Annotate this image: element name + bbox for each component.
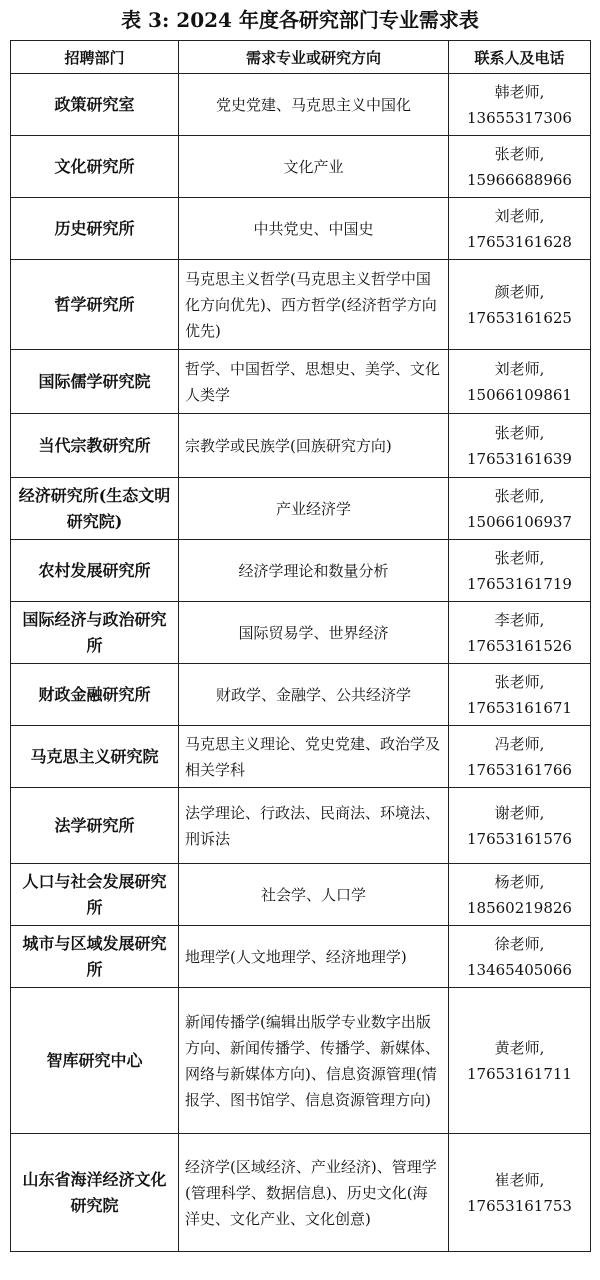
contact-name: 张老师, (494, 423, 545, 442)
department-cell: 国际儒学研究院 (11, 350, 179, 414)
major-cell: 国际贸易学、世界经济 (179, 602, 449, 664)
contact-name: 冯老师, (494, 734, 545, 753)
contact-phone: 17653161639 (467, 449, 572, 468)
department-cell: 人口与社会发展研究所 (11, 864, 179, 926)
contact-cell (449, 414, 591, 478)
contact-name: 刘老师, (494, 206, 545, 225)
table-title: 表 3: 2024 年度各研究部门专业需求表 (121, 8, 479, 32)
contact-name: 黄老师, (494, 1038, 545, 1057)
major-cell: 党史党建、马克思主义中国化 (179, 74, 449, 136)
contact-cell (449, 136, 591, 198)
table-row (11, 788, 591, 864)
department-cell: 历史研究所 (11, 198, 179, 260)
contact-name: 刘老师, (494, 359, 545, 378)
department-cell: 山东省海洋经济文化研究院 (11, 1134, 179, 1252)
major-cell: 社会学、人口学 (179, 864, 449, 926)
contact-cell (449, 74, 591, 136)
contact-phone: 15966688966 (467, 170, 572, 189)
table-row (11, 540, 591, 602)
department-cell: 经济研究所(生态文明研究院) (11, 478, 179, 540)
department-cell: 城市与区域发展研究所 (11, 926, 179, 988)
table-row (11, 926, 591, 988)
department-table (10, 40, 591, 1252)
table-row (11, 260, 591, 350)
contact-phone: 13465405066 (467, 960, 572, 979)
table-row (11, 1134, 591, 1252)
table-row (11, 602, 591, 664)
department-cell: 国际经济与政治研究所 (11, 602, 179, 664)
header-contact: 联系人及电话 (449, 41, 591, 74)
table-row (11, 350, 591, 414)
table-row (11, 414, 591, 478)
contact-phone: 17653161526 (467, 636, 572, 655)
major-cell: 哲学、中国哲学、思想史、美学、文化人类学 (179, 350, 449, 414)
department-cell: 财政金融研究所 (11, 664, 179, 726)
contact-phone: 17653161671 (467, 698, 572, 717)
contact-name: 谢老师, (494, 803, 545, 822)
contact-phone: 17653161625 (467, 308, 572, 327)
major-cell: 中共党史、中国史 (179, 198, 449, 260)
department-cell: 哲学研究所 (11, 260, 179, 350)
department-cell: 文化研究所 (11, 136, 179, 198)
department-cell: 政策研究室 (11, 74, 179, 136)
contact-cell (449, 350, 591, 414)
contact-phone: 17653161711 (467, 1064, 572, 1083)
contact-phone: 13655317306 (467, 108, 572, 127)
major-cell: 产业经济学 (179, 478, 449, 540)
table-row (11, 988, 591, 1134)
contact-name: 崔老师, (494, 1170, 545, 1189)
department-cell: 智库研究中心 (11, 988, 179, 1134)
major-cell: 宗教学或民族学(回族研究方向) (179, 414, 449, 478)
contact-cell (449, 1134, 591, 1252)
contact-phone: 15066106937 (467, 512, 572, 531)
major-cell: 地理学(人文地理学、经济地理学) (179, 926, 449, 988)
contact-cell (449, 788, 591, 864)
contact-name: 杨老师, (494, 872, 545, 891)
header-department: 招聘部门 (11, 41, 179, 74)
contact-cell (449, 540, 591, 602)
major-cell: 经济学(区域经济、产业经济)、管理学(管理科学、数据信息)、历史文化(海洋史、文化产业、文化创意) (179, 1134, 449, 1252)
contact-name: 张老师, (494, 486, 545, 505)
contact-name: 徐老师, (494, 934, 545, 953)
table-row (11, 864, 591, 926)
department-cell: 农村发展研究所 (11, 540, 179, 602)
contact-cell (449, 864, 591, 926)
contact-cell (449, 478, 591, 540)
contact-cell (449, 198, 591, 260)
major-cell: 经济学理论和数量分析 (179, 540, 449, 602)
contact-cell (449, 602, 591, 664)
major-cell: 文化产业 (179, 136, 449, 198)
contact-cell (449, 664, 591, 726)
major-cell: 新闻传播学(编辑出版学专业数字出版方向、新闻传播学、传播学、新媒体、网络与新媒体方向)、信息资源管理(情报学、图书馆学、信息资源管理方向) (179, 988, 449, 1134)
major-cell: 法学理论、行政法、民商法、环境法、刑诉法 (179, 788, 449, 864)
contact-cell (449, 926, 591, 988)
contact-name: 张老师, (494, 144, 545, 163)
contact-name: 张老师, (494, 548, 545, 567)
contact-phone: 17653161628 (467, 232, 572, 251)
contact-phone: 17653161766 (467, 760, 572, 779)
contact-cell (449, 988, 591, 1134)
major-cell: 马克思主义理论、党史党建、政治学及相关学科 (179, 726, 449, 788)
contact-name: 韩老师, (494, 82, 545, 101)
contact-name: 张老师, (494, 672, 545, 691)
contact-name: 李老师, (494, 610, 545, 629)
major-cell: 财政学、金融学、公共经济学 (179, 664, 449, 726)
contact-phone: 17653161753 (467, 1196, 572, 1215)
table-row (11, 198, 591, 260)
contact-phone: 18560219826 (467, 898, 572, 917)
major-cell: 马克思主义哲学(马克思主义哲学中国化方向优先)、西方哲学(经济哲学方向优先) (179, 260, 449, 350)
header-row (11, 41, 591, 74)
contact-name: 颜老师, (494, 282, 545, 301)
header-major: 需求专业或研究方向 (179, 41, 449, 74)
table-row (11, 74, 591, 136)
table-row (11, 136, 591, 198)
contact-phone: 15066109861 (467, 385, 572, 404)
department-cell: 当代宗教研究所 (11, 414, 179, 478)
contact-phone: 17653161719 (467, 574, 572, 593)
table-row (11, 478, 591, 540)
contact-phone: 17653161576 (467, 829, 572, 848)
department-cell: 马克思主义研究院 (11, 726, 179, 788)
contact-cell (449, 726, 591, 788)
table-row (11, 664, 591, 726)
department-cell: 法学研究所 (11, 788, 179, 864)
table-row (11, 726, 591, 788)
contact-cell (449, 260, 591, 350)
